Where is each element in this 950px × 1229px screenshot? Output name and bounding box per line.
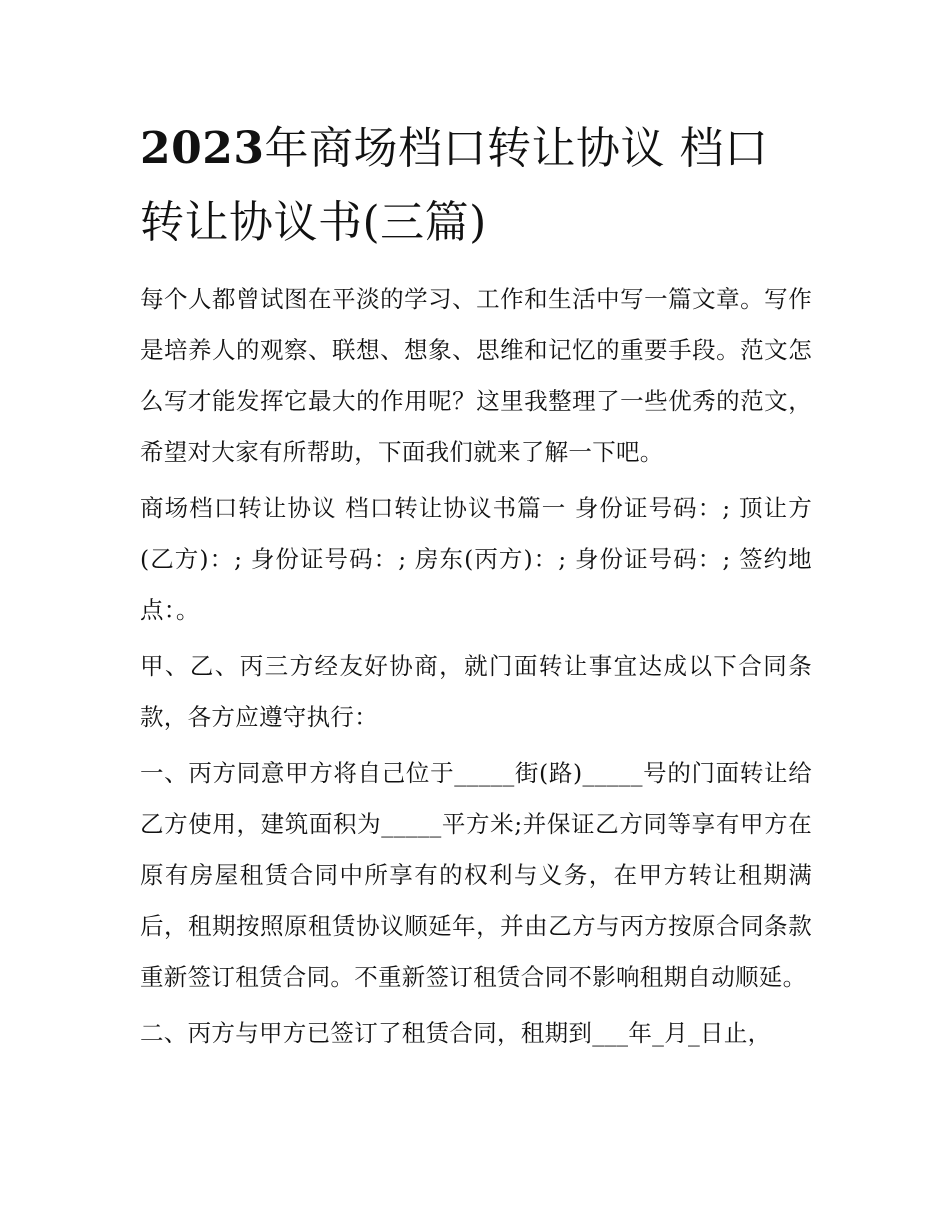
document-title xyxy=(140,112,812,260)
paragraph-intro: 每个人都曾试图在平淡的学习、工作和生活中写一篇文章。写作是培养人的观察、联想、想象、思维和记忆的重要手段。范文怎么写才能发挥它最大的作用呢？这里我整理了一些优秀的范文，希望对大家有所帮助，下面我们就来了解一下吧。 xyxy=(140,285,812,466)
paragraph-clause-2: 二、丙方与甲方已签订了租赁合同，租期到___年_月_日止， xyxy=(140,1019,772,1047)
paragraph-agreement: 甲、乙、丙三方经友好协商，就门面转让事宜达成以下合同条款，各方应遵守执行： xyxy=(140,652,812,731)
paragraph-parties: 商场档口转让协议 档口转让协议书篇一 身份证号码：; 顶让方(乙方)：; 身份证号码：; 房东(丙方)：; 身份证号码：; 签约地点：。 xyxy=(140,494,812,624)
paragraph-clause-1: 一、丙方同意甲方将自己位于_____街(路)_____号的门面转让给乙方使用，建筑面积为_____平方米;并保证乙方同等享有甲方在原有房屋租赁合同中所享有的权利与义务，在甲方转让租期满后，租期按照原租赁协议顺延年，并由乙方与丙方按原合同条款重新签订租赁合同。不重新签订租赁合同不影响租期自动顺延。 xyxy=(140,759,812,991)
title-text: 年商场档口转让协议 档口转让协议书(三篇) xyxy=(140,123,769,248)
document-body xyxy=(140,112,812,1064)
title-year: 2023 xyxy=(140,123,265,174)
